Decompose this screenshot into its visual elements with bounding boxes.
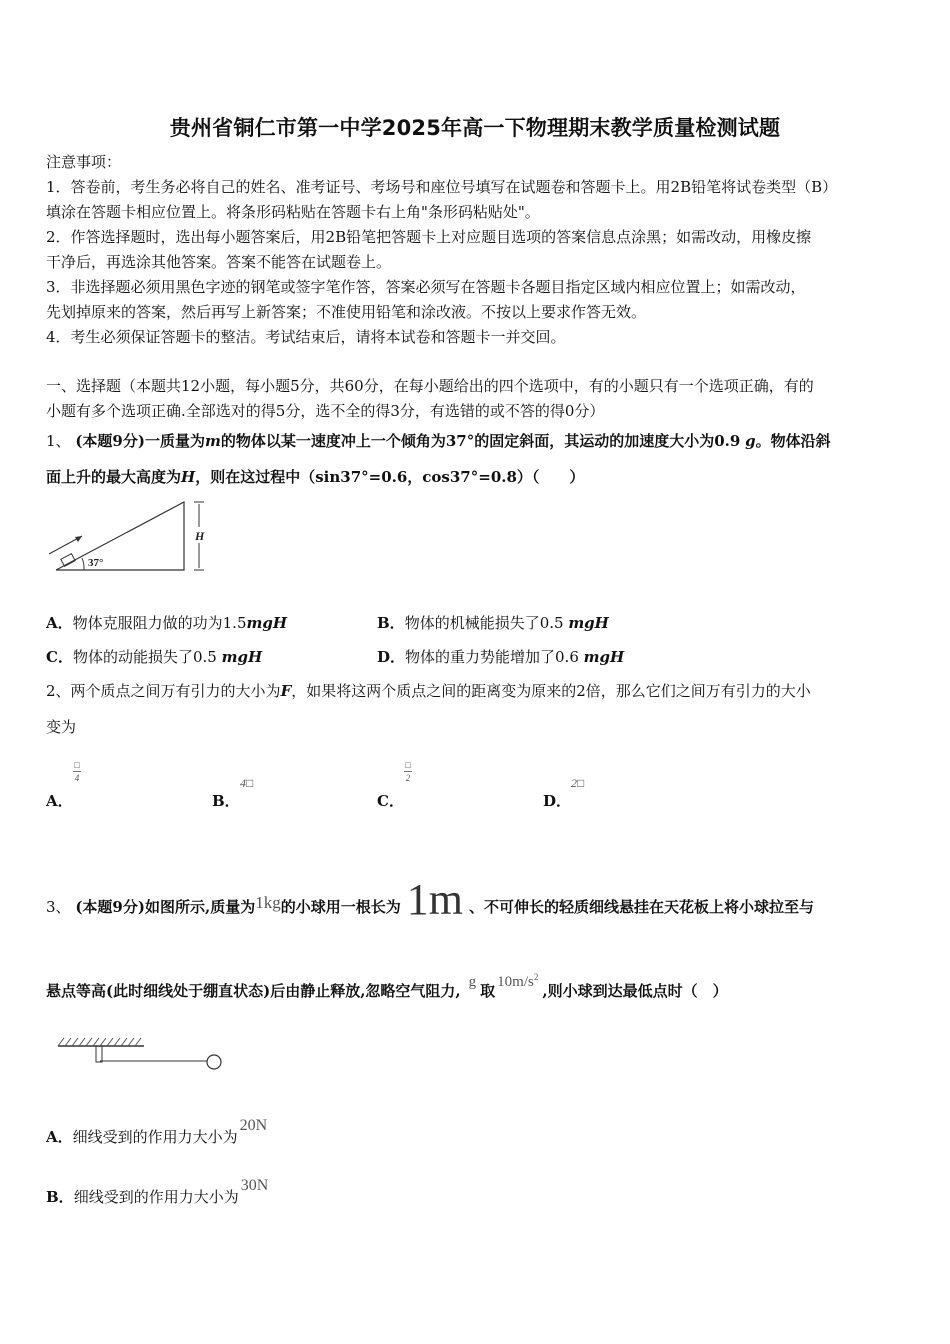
option-label: A． [46, 1128, 73, 1146]
fraction-numerator: □ [74, 760, 80, 770]
notice-line: 填涂在答题卡相应位置上。将条形码粘贴在答题卡右上角"条形码粘贴处"。 [46, 203, 540, 221]
notice-line: 先划掉原来的答案，然后再写上新答案；不准使用铅笔和涂改液。不按以上要求作答无效。 [46, 303, 647, 321]
question-number: 2、 [46, 682, 71, 700]
fraction-numerator: □ [405, 760, 411, 770]
math-mass: 1kg [255, 893, 281, 912]
question-3-line-2 [46, 972, 728, 1003]
option-text: 物体的重力势能增加了0.6 [405, 648, 584, 666]
option-text: 物体克服阻力做的功为1.5 [72, 614, 247, 632]
question-score: (本题9分) [75, 432, 145, 450]
question-2-line-2: 变为 [46, 718, 77, 736]
notice-heading: 注意事项： [46, 153, 122, 171]
math-var: g [745, 432, 756, 450]
option-b[interactable] [377, 612, 609, 633]
question-2-line-1 [46, 681, 811, 701]
q2-option-b[interactable]: B． [212, 792, 240, 810]
notice-line: 1．答卷前，考生务必将自己的姓名、准考证号、考场号和座位号填写在试题卷和答题卡上。用2B铅笔将试卷类型（B） [46, 178, 838, 196]
q2-option-d[interactable]: D． [543, 792, 572, 810]
option-label: A． [46, 614, 73, 632]
angle-label: 37° [88, 557, 104, 569]
section-header-line: 一、选择题（本题共12小题，每小题5分，共60分，在每小题给出的四个选项中，有的小题只有一个选项正确，有的 [46, 377, 814, 395]
notice-line: 4．考生必须保证答题卡的整洁。考试结束后，请将本试卷和答题卡一并交回。 [46, 328, 566, 346]
question-number: 1、 [46, 432, 71, 450]
option-c[interactable] [46, 646, 262, 667]
math-var: H [181, 468, 196, 486]
q2-option-c[interactable]: C． [377, 792, 404, 810]
notice-line: 2．作答选择题时，选出每小题答案后，用2B铅笔把答题卡上对应题目选项的答案信息点涂黑；如需改动，用橡皮擦 [46, 228, 812, 246]
question-number: 3、 [46, 898, 71, 916]
fraction [404, 760, 412, 783]
fraction-denominator: 4 [74, 773, 80, 783]
math-exponent: 2 [533, 972, 539, 982]
question-text: ，则在这过程中（sin37°=0.6，cos37°=0.8）（ ） [195, 468, 585, 486]
question-text: 。物体沿斜 [755, 432, 831, 450]
option-label: B． [377, 614, 405, 632]
page-title: 贵州省铜仁市第一中学2025年高一下物理期末教学质量检测试题 [169, 116, 781, 140]
fraction-denominator: 2 [405, 773, 411, 783]
suspension-point [96, 1046, 102, 1062]
block [61, 554, 75, 567]
option-math: mgH [246, 614, 288, 632]
question-1-line-2 [46, 467, 584, 487]
question-text: 取 [480, 982, 496, 1000]
option-text: 物体的机械能损失了0.5 [404, 614, 569, 632]
notice-line: 3．非选择题必须用黑色字迹的钢笔或签字笔作答，答案必须写在答题卡各题目指定区域内相应位置上；如需改动， [46, 278, 806, 296]
option-a[interactable] [46, 612, 287, 633]
option-text: 细线受到的作用力大小为 [73, 1188, 239, 1206]
question-text: 面上升的最大高度为 [46, 468, 182, 486]
q3-option-b[interactable] [46, 1177, 269, 1207]
notice-line: 干净后，再选涂其他答案。答案不能答在试题卷上。 [46, 253, 392, 271]
q3-option-a[interactable] [46, 1117, 268, 1147]
question-text: 悬点等高(此时细线处于绷直状态)后由静止释放,忽略空气阻力, [46, 982, 461, 1000]
question-text: 两个质点之间万有引力的大小为 [70, 682, 281, 700]
incline-figure [44, 496, 214, 578]
ball [207, 1055, 221, 1069]
option-d[interactable] [377, 646, 624, 667]
question-1-line-1 [46, 431, 831, 451]
math-var: F [280, 682, 292, 700]
math-var: m [204, 432, 221, 450]
question-score: (本题9分) [75, 898, 145, 916]
option-value: 30N [240, 1177, 269, 1194]
question-text: 一质量为 [144, 432, 205, 450]
option-math: mgH [583, 648, 625, 666]
ceiling-hatch [58, 1038, 141, 1046]
section-header-line: 小题有多个选项正确.全部选对的得5分，选不全的得3分，有选错的或不答的得0分） [46, 402, 605, 420]
question-text: 的物体以某一速度冲上一个倾角为37°的固定斜面，其运动的加速度大小为0.9 [220, 432, 741, 450]
fraction [73, 760, 81, 783]
option-text: 物体的动能损失了0.5 [72, 648, 222, 666]
question-text: ，如果将这两个质点之间的距离变为原来的2倍，那么它们之间万有引力的大小 [291, 682, 811, 700]
option-text: 细线受到的作用力大小为 [72, 1128, 238, 1146]
option-expression: 2□ [571, 776, 585, 790]
math-var: g [468, 974, 477, 990]
option-expression: 4□ [240, 776, 254, 790]
option-math: mgH [568, 614, 609, 632]
question-3-line-1 [46, 870, 814, 937]
pendulum-figure [54, 1032, 234, 1076]
question-text: ,则小球到达最低点时（ ） [542, 982, 728, 1000]
option-label: B． [46, 1188, 74, 1206]
option-label: C． [46, 648, 73, 666]
question-text: 如图所示,质量为 [144, 898, 256, 916]
option-label: D． [377, 648, 406, 666]
height-label: H [195, 529, 205, 543]
math-value: 10m/s [497, 974, 534, 990]
math-length: 1m [406, 875, 463, 924]
angle-arc [82, 558, 84, 570]
q2-option-a[interactable]: A． [46, 792, 73, 810]
option-value: 20N [239, 1117, 268, 1134]
option-math: mgH [221, 648, 263, 666]
question-text: 、不可伸长的轻质细线悬挂在天花板上将小球拉至与 [468, 898, 814, 916]
question-text: 的小球用一根长为 [280, 898, 401, 916]
